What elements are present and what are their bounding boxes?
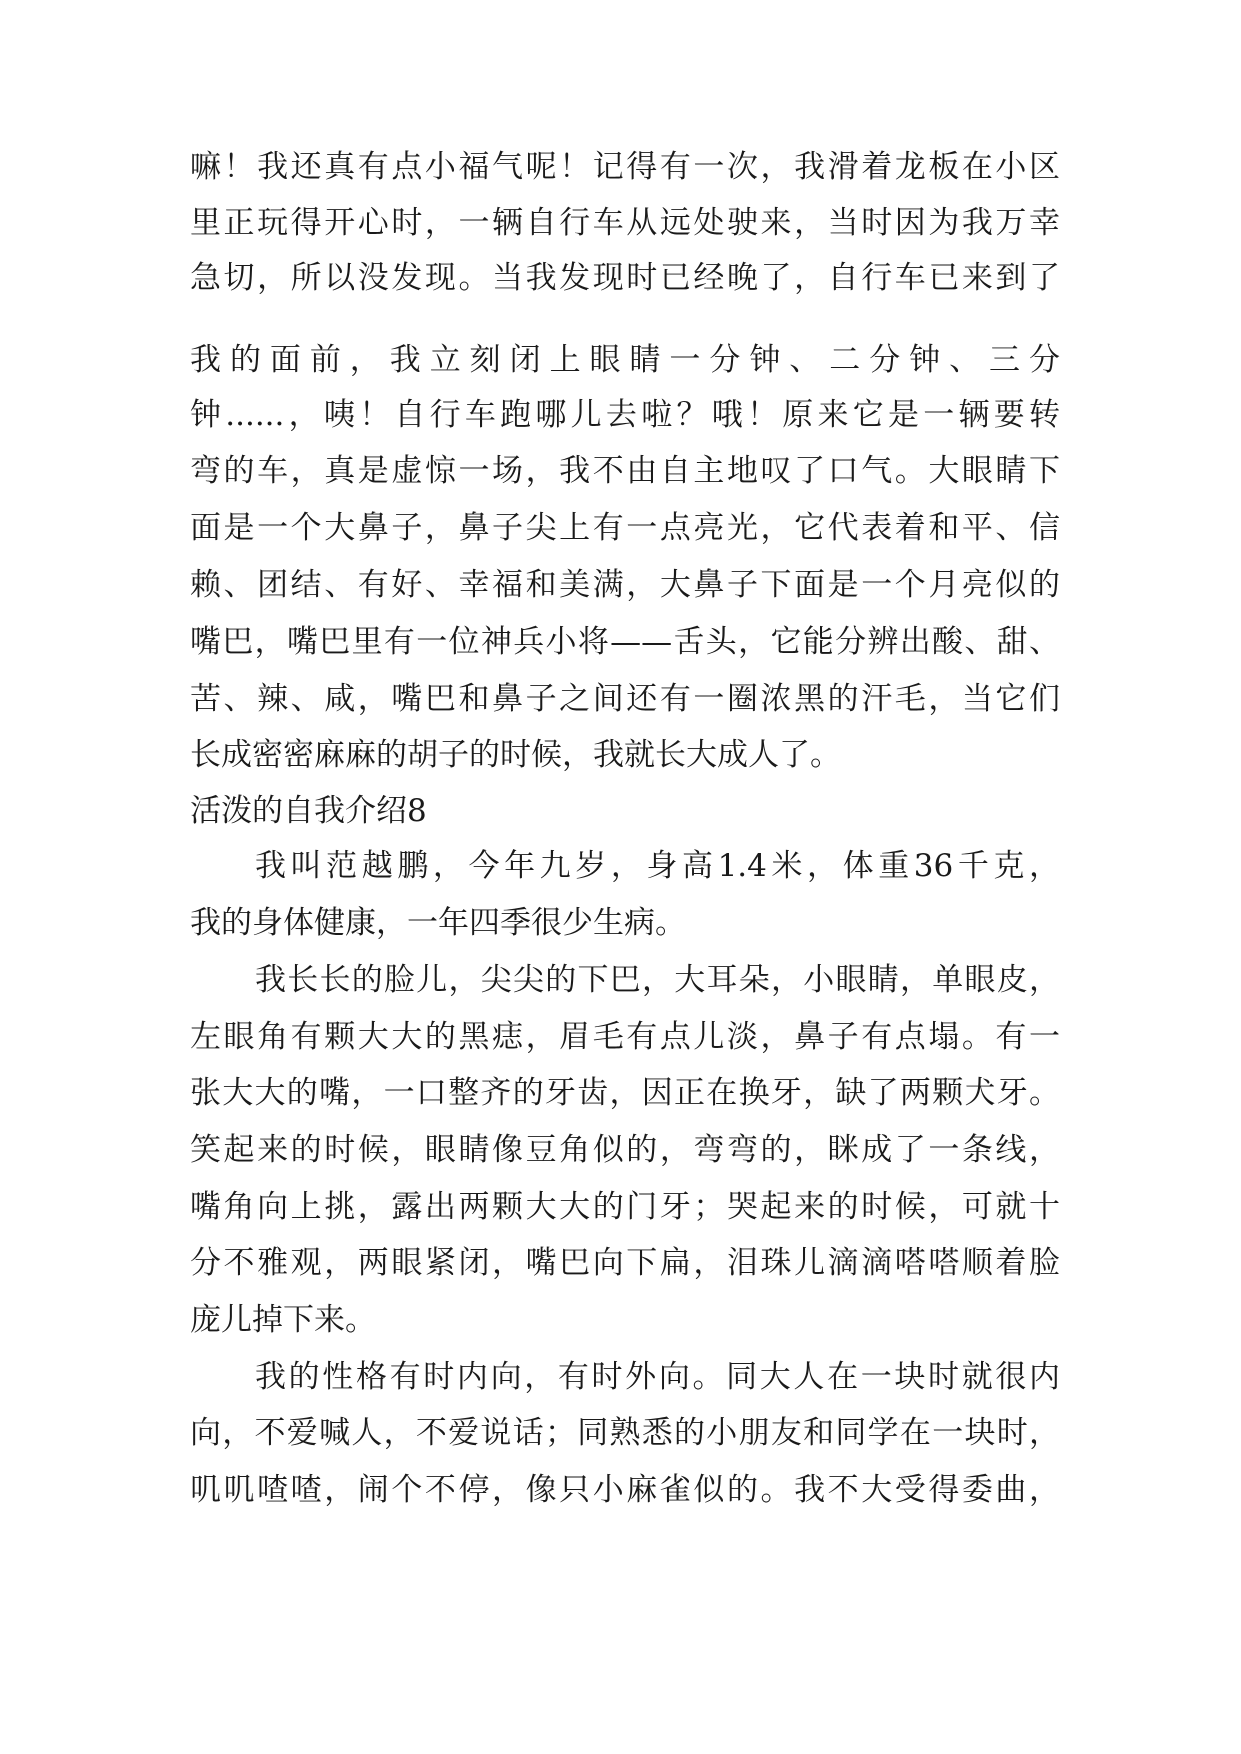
text-line: 分不雅观，两眼紧闭，嘴巴向下扁，泪珠儿滴滴嗒嗒顺着脸 (190, 1245, 1060, 1281)
section-heading: 活泼的自我介绍8 (190, 793, 427, 829)
text-line: 笑起来的时候，眼睛像豆角似的，弯弯的，眯成了一条线， (190, 1132, 1060, 1168)
text-line: 张大大的嘴，一口整齐的牙齿，因正在换牙，缺了两颗犬牙。 (190, 1075, 1060, 1111)
text-line: 赖、团结、有好、幸福和美满，大鼻子下面是一个月亮似的 (190, 567, 1060, 603)
text-line: 叽叽喳喳，闹个不停，像只小麻雀似的。我不大受得委曲， (190, 1472, 1060, 1508)
text-line: 钟......，咦！自行车跑哪儿去啦？哦！原来它是一辆要转 (190, 397, 1060, 433)
text-line: 嘴角向上挑，露出两颗大大的门牙；哭起来的时候，可就十 (190, 1189, 1060, 1225)
text-line: 我的面前，我立刻闭上眼睛一分钟、二分钟、三分 (190, 342, 1060, 378)
text-line: 向，不爱喊人，不爱说话；同熟悉的小朋友和同学在一块时， (190, 1415, 1060, 1451)
text-line: 我的身体健康，一年四季很少生病。 (190, 905, 686, 941)
text-line: 急切，所以没发现。当我发现时已经晚了，自行车已来到了 (190, 260, 1060, 296)
paragraph-first-line: 我的性格有时内向，有时外向。同大人在一块时就很内 (255, 1359, 1060, 1395)
text-line: 面是一个大鼻子，鼻子尖上有一点亮光，它代表着和平、信 (190, 510, 1060, 546)
text-line: 里正玩得开心时，一辆自行车从远处驶来，当时因为我万幸 (190, 205, 1060, 241)
text-line: 庞儿掉下来。 (190, 1302, 376, 1338)
text-line: 长成密密麻麻的胡子的时候，我就长大成人了。 (190, 737, 841, 773)
text-line: 嘴巴，嘴巴里有一位神兵小将——舌头，它能分辨出酸、甜、 (190, 624, 1060, 660)
paragraph-first-line: 我长长的脸儿，尖尖的下巴，大耳朵，小眼睛，单眼皮， (255, 962, 1060, 998)
paragraph-first-line: 我叫范越鹏，今年九岁，身高1.4米，体重36千克， (255, 848, 1060, 884)
text-line: 苦、辣、咸，嘴巴和鼻子之间还有一圈浓黑的汗毛，当它们 (190, 681, 1060, 717)
text-line: 左眼角有颗大大的黑痣，眉毛有点儿淡，鼻子有点塌。有一 (190, 1019, 1060, 1055)
text-line: 嘛！我还真有点小福气呢！记得有一次，我滑着龙板在小区 (190, 149, 1060, 185)
text-line: 弯的车，真是虚惊一场，我不由自主地叹了口气。大眼睛下 (190, 453, 1060, 489)
